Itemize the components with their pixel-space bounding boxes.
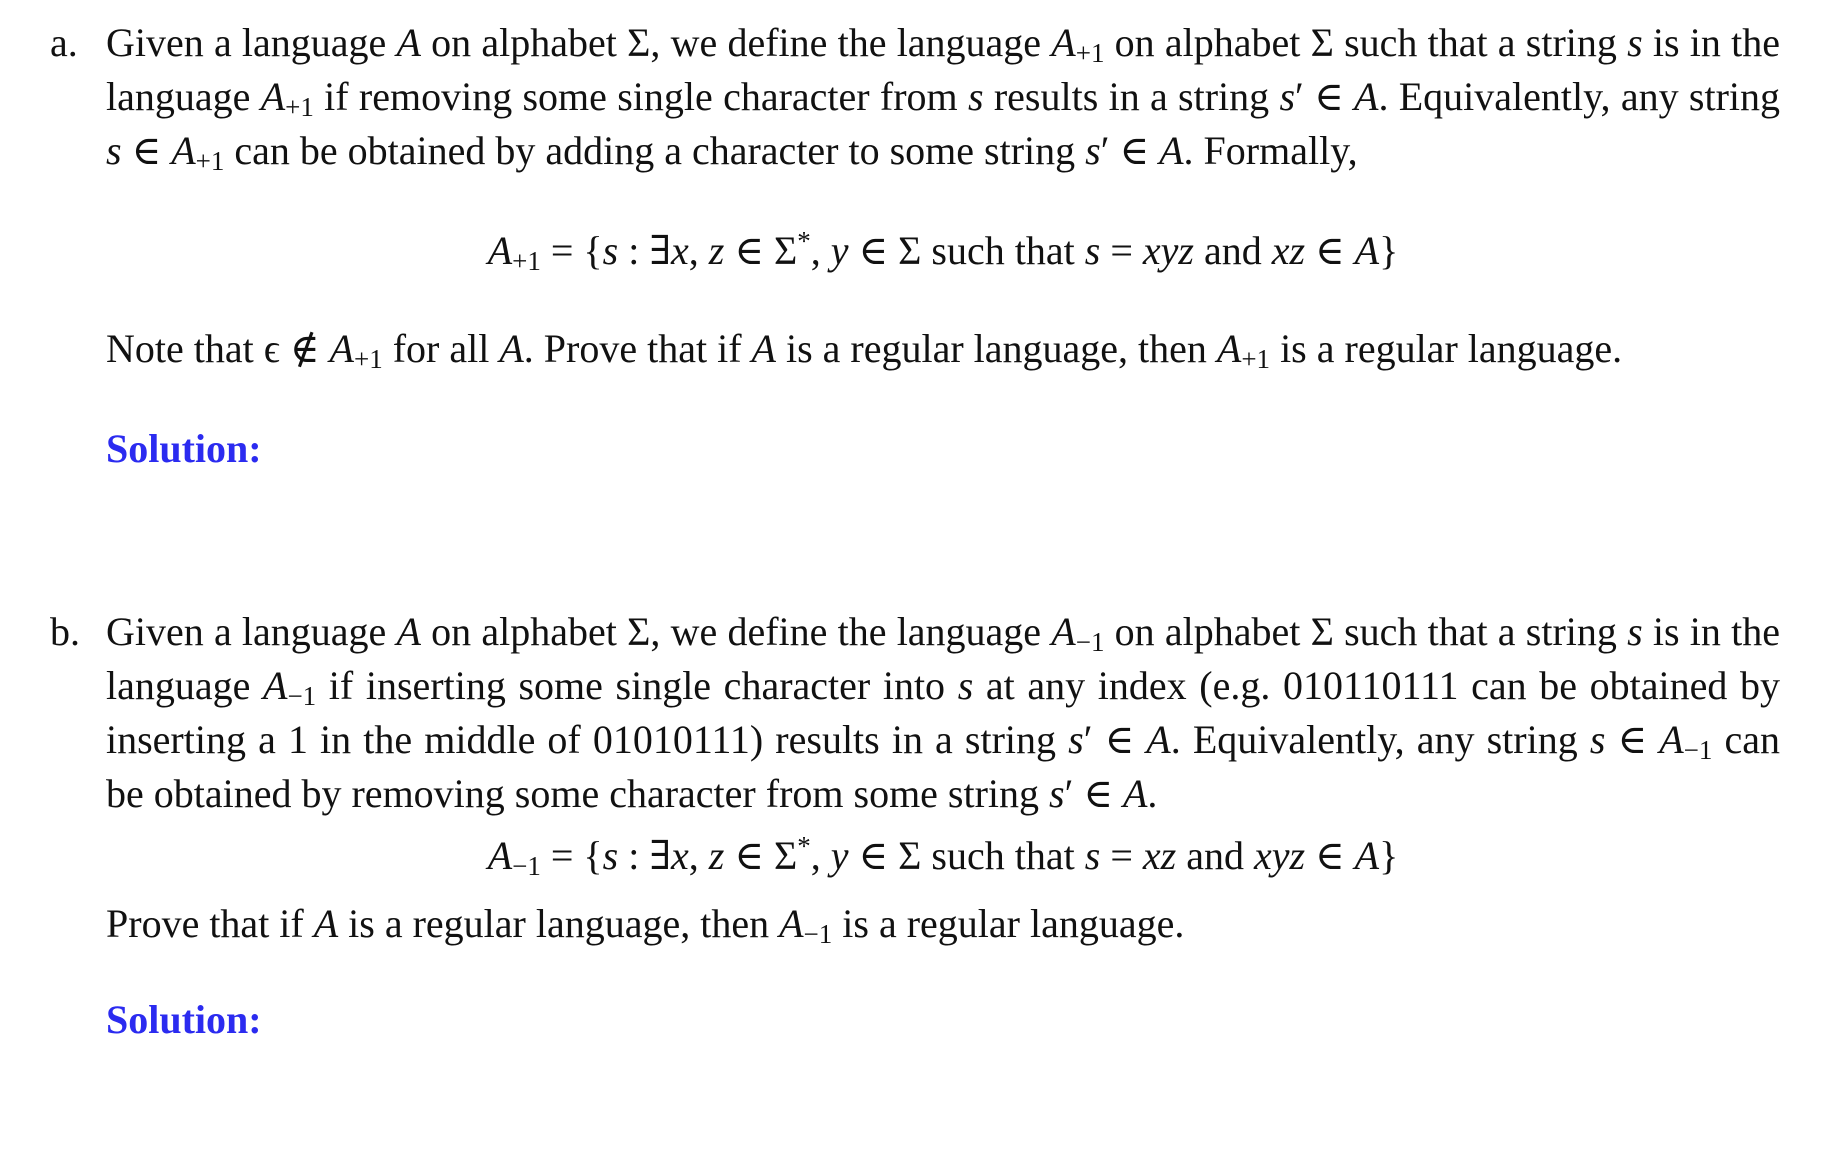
problem-b-statement: Given a language A on alphabet Σ, we define the language $A_{-1}$ on alphabet Σ such that a string s is in the language $A_{-1}$ if inserting some single character into s at any index (e.g. 010110111 can be obtained by inserting a 1 in the middle of 01010111) results in a string s′ ∈ A. Equivalently, any string s ∈ $A_{-1}$ can be obtained by removing some character from some string s′ ∈ A. xyxy=(106,609,1781,816)
problem-a xyxy=(50,16,1780,476)
problem-a-formula: $A_{+1} = \{s$ : ∃x, z ∈ Σ*, y ∈ Σ such that s = xyz and xz ∈ A} xyxy=(487,226,1399,276)
problem-b-task: Prove that if A is a regular language, then $A_{-1}$ is a regular language. xyxy=(106,901,1185,949)
problem-a-task: Note that ϵ ∉ $A_{+1}$ for all A. Prove that if A is a regular language, then $A_{+1}$ is a regular language. xyxy=(106,326,1623,374)
problem-b-formula: $A_{-1} = \{s$ : ∃x, z ∈ Σ*, y ∈ Σ such that s = xz and xyz ∈ A} xyxy=(487,831,1399,881)
problem-a-statement: Given a language A on alphabet Σ, we define the language $A_{+1}$ on alphabet Σ such that a string s is in the language $A_{+1}$ if removing some single character from s results in a string s′ ∈ A. Equivalently, any string s ∈ $A_{+1}$ can be obtained by adding a character to some string s′ ∈ A. Formally, xyxy=(106,20,1781,176)
problem-b-marker: b. xyxy=(50,609,80,654)
problem-a-solution-heading: Solution: xyxy=(106,426,262,471)
problem-a-marker: a. xyxy=(50,20,78,65)
problem-b xyxy=(50,605,1780,1047)
problem-b-solution-heading: Solution: xyxy=(106,997,262,1042)
